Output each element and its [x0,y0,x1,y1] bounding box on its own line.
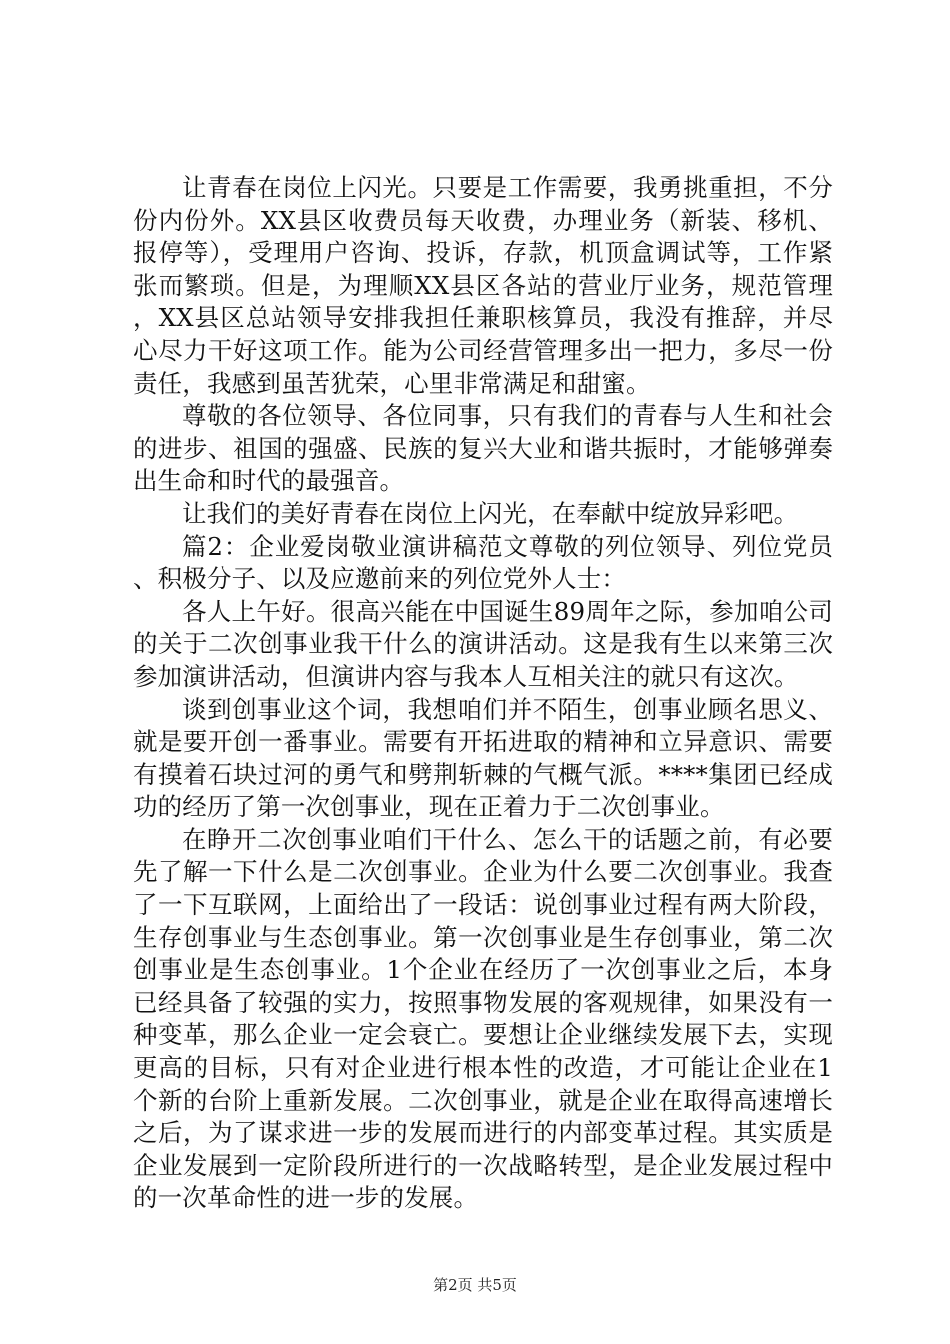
paragraph-second-entrepreneurship: 在睁开二次创事业咱们干什么、怎么干的话题之前，有必要先了解一下什么是二次创事业。企业为什么要二次创事业。我查了一下互联网，上面给出了一段话：说创事业过程有两大阶段，生存创事业与生态创事业。第一次创事业是生存创事业，第二次创事业是生态创事业。1个企业在经历了一次创事业之后，本身已经具备了较强的实力，按照事物发展的客观规律，如果没有一种变革，那么企业一定会衰亡。要想让企业继续发展下去，实现更高的目标，只有对企业进行根本性的改造，才可能让企业在1个新的台阶上重新发展。二次创事业，就是企业在取得高速增长之后，为了谋求进一步的发展而进行的内部变革过程。其实质是企业发展到一定阶段所进行的一次战略转型，是企业发展过程中的一次革命性的进一步的发展。 [133,824,833,1213]
page-footer [0,1276,950,1294]
paragraph-about-entrepreneurship: 谈到创事业这个词，我想咱们并不陌生，创事业顾名思义、就是要开创一番事业。需要有开拓进取的精神和立异意识、需要有摸着石块过河的勇气和劈荆斩棘的气概气派。****集团已经成功的经历了第一次创事业，现在正着力于二次创事业。 [133,694,833,822]
paragraph-good-morning: 各人上午好。很高兴能在中国诞生89周年之际，参加咱公司的关于二次创事业我干什么的演讲活动。这是我有生以来第三次参加演讲活动，但演讲内容与我本人互相关注的就只有这次。 [133,596,833,691]
page-number-label: 第2页 共5页 [433,1276,517,1294]
document-body [133,172,833,1215]
paragraph-youth-at-post: 让青春在岗位上闪光。只要是工作需要，我勇挑重担，不分份内份外。XX县区收费员每天收费，办理业务（新装、移机、报停等），受理用户咨询、投诉，存款，机顶盒调试等，工作紧张而繁琐。但是，为理顺XX县区各站的营业厅业务，规范管理，XX县区总站领导安排我担任兼职核算员，我没有推辞，并尽心尽力干好这项工作。能为公司经营管理多出一把力，多尽一份责任，我感到虽苦犹荣，心里非常满足和甜蜜。 [133,173,833,398]
paragraph-article-2-heading: 篇2：企业爱岗敬业演讲稿范文尊敬的列位领导、列位党员、积极分子、以及应邀前来的列位党外人士： [133,531,833,594]
paragraph-respected-leaders: 尊敬的各位领导、各位同事，只有我们的青春与人生和社会的进步、祖国的强盛、民族的复兴大业和谐共振时，才能够弹奏出生命和时代的最强音。 [133,401,833,496]
paragraph-let-youth-shine: 让我们的美好青春在岗位上闪光，在奉献中绽放异彩吧。 [182,498,799,528]
